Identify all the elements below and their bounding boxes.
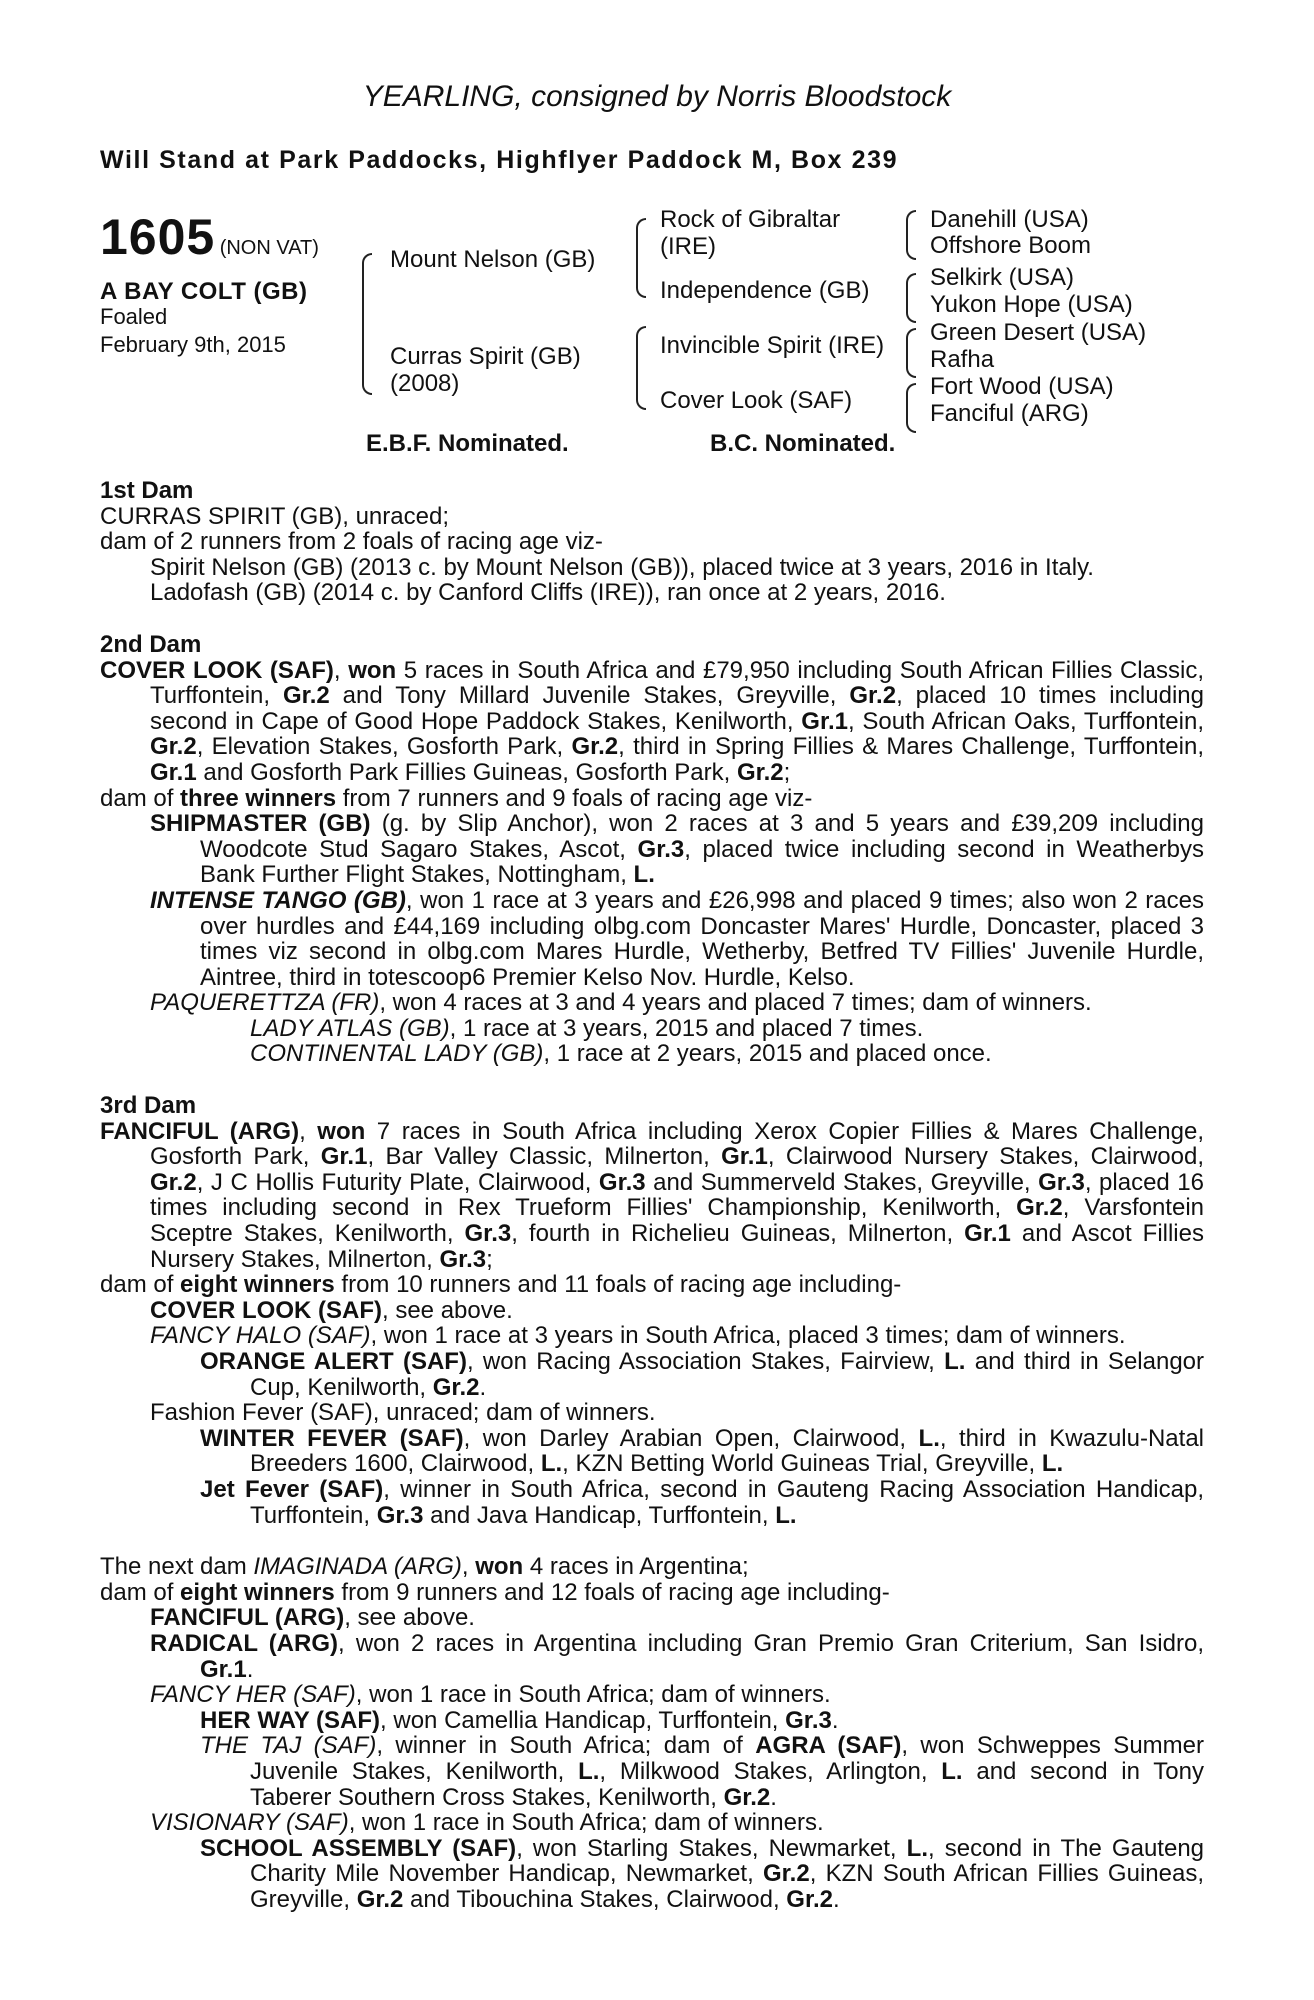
record-text: , placed 10 times including second in Cape of Good Hope Paddock Stakes, Kenilworth,: [150, 682, 1204, 735]
horse-name: FANCIFUL (ARG): [100, 1117, 300, 1145]
grade: Gr.2: [762, 1860, 810, 1888]
record-text: , won 4 races at 3 and 4 years and placed 7 times; dam of winners.: [379, 989, 1092, 1017]
ssd: Offshore Boom: [930, 232, 1091, 259]
winners-count: three winners: [180, 784, 337, 812]
record-text: and third in Selangor Cup, Kenilworth,: [250, 1348, 1205, 1401]
record-text: 7 races in South Africa including Xerox Copier Fillies & Mares Challenge, Gosforth Park,: [150, 1117, 1205, 1171]
grade: Gr.1: [721, 1143, 768, 1171]
intro-text: 4 races in Argentina;: [523, 1553, 749, 1581]
produce-entry: [200, 1477, 1204, 1528]
produce-entry: [250, 1016, 1204, 1042]
grade: Gr.1: [964, 1220, 1011, 1248]
grade: Gr.3: [439, 1245, 487, 1273]
won-label: won: [348, 656, 397, 684]
horse-name: PAQUERETTZA (FR): [150, 989, 380, 1017]
intro-text: ,: [461, 1553, 476, 1581]
grade: Gr.2: [1016, 1194, 1063, 1222]
record-text: , fourth in Richelieu Guineas, Milnerton,: [511, 1220, 965, 1248]
produce-entry: [150, 1605, 1204, 1631]
record-text: , third in Kwazulu-Natal Breeders 1600, Clairwood,: [250, 1424, 1204, 1478]
ddd: Fanciful (ARG): [930, 400, 1089, 427]
grade: Gr.3: [785, 1706, 832, 1734]
record-text: , won 1 race in South Africa; dam of winners.: [355, 1681, 831, 1709]
grade: Gr.2: [571, 733, 619, 761]
summary-text: dam of: [100, 1271, 181, 1299]
horse-name: COVER LOOK (SAF): [100, 656, 334, 684]
listed: L.: [633, 861, 655, 889]
record-text: and Summerveld Stakes, Greyville,: [645, 1168, 1039, 1196]
listed: L.: [775, 1501, 797, 1529]
grade: Gr.3: [1038, 1168, 1085, 1196]
horse-name: FANCIFUL (ARG): [150, 1604, 345, 1632]
grade: Gr.2: [786, 1885, 833, 1913]
sdd: Yukon Hope (USA): [930, 291, 1133, 318]
won-label: won: [475, 1553, 524, 1581]
horse-name: HER WAY (SAF): [200, 1706, 381, 1734]
listed: L.: [578, 1757, 600, 1785]
ebf-nomination: E.B.F. Nominated.: [366, 430, 569, 457]
bc-nomination: B.C. Nominated.: [710, 430, 896, 457]
horse-name: CONTINENTAL LADY (GB): [250, 1040, 544, 1068]
winners-count: eight winners: [180, 1578, 335, 1606]
second-dam-produce-summary: [100, 786, 1204, 812]
horse-name: RADICAL (ARG): [150, 1629, 339, 1657]
won-label: won: [317, 1117, 366, 1145]
record-text: , see above.: [382, 1296, 513, 1324]
next-dam-intro: [100, 1554, 1204, 1580]
second-dam-record: COVER LOOK (SAF), won 5 races in South Africa and £79,950 including South African Fillies Classic, Turffontein, Gr.2 and Tony Millard Juvenile Stakes, Greyville, Gr.2, placed 10 times including second in Cape of Good Hope Paddock Stakes, Kenilworth, Gr.1, South African Oaks, Turffontein, Gr.2, Elevation Stakes, Gosforth Park, Gr.2, third in Spring Fillies & Mares Challenge, Turffontein, Gr.1 and Gosforth Park Fillies Guineas, Gosforth Park, Gr.2;: [100, 656, 1205, 786]
third-dam-produce-summary: [100, 1272, 1204, 1298]
record-text: .: [770, 1783, 777, 1811]
grade: Gr.1: [801, 707, 848, 735]
record-text: ;: [486, 1245, 493, 1273]
dds: Fort Wood (USA): [930, 373, 1114, 400]
dam: Curras Spirit (GB): [390, 343, 581, 370]
horse-name: WINTER FEVER (SAF): [200, 1424, 464, 1452]
grade: Gr.2: [849, 682, 897, 710]
record-text: , winner in South Africa, second in Gauteng Racing Association Handicap, Turffontein,: [250, 1475, 1204, 1529]
produce-entry: [200, 1349, 1204, 1400]
sss: Danehill (USA): [930, 206, 1089, 233]
pedigree-bracket: [906, 383, 916, 433]
grade: Gr.3: [598, 1168, 646, 1196]
record-text: , won 2 races in Argentina including Gran Premio Gran Criterium, San Isidro,: [338, 1629, 1204, 1657]
grade: Gr.1: [200, 1655, 247, 1683]
grade: Gr.1: [150, 758, 197, 786]
sds: Selkirk (USA): [930, 264, 1075, 291]
horse-name: FANCY HER (SAF): [150, 1681, 356, 1709]
produce-entry: [150, 990, 1204, 1016]
intro-text: The next dam: [100, 1553, 254, 1581]
record-text: , won Racing Association Stakes, Fairview,: [466, 1348, 945, 1375]
grade: Gr.2: [150, 733, 197, 761]
record-text: .: [831, 1706, 839, 1734]
record-text: , won Starling Stakes, Newmarket,: [516, 1834, 907, 1862]
record-text: , KZN South African Fillies Guineas, Greyville,: [250, 1860, 1204, 1913]
second-dam-heading: 2nd Dam: [100, 630, 202, 658]
record-text: , KZN Betting World Guineas Trial, Greyville,: [562, 1450, 1042, 1478]
record-text: ;: [783, 758, 791, 786]
produce-entry: [150, 1682, 1204, 1708]
sire: Mount Nelson (GB): [390, 246, 596, 273]
lot-title: A BAY COLT (GB): [100, 278, 308, 305]
record-text: , Bar Valley Classic, Milnerton,: [367, 1143, 722, 1171]
listed: L.: [540, 1450, 563, 1478]
vat-status: (NON VAT): [219, 237, 319, 259]
produce-entry: [200, 1733, 1204, 1810]
summary-text: dam of: [100, 784, 181, 812]
record-text: , won Darley Arabian Open, Clairwood,: [463, 1424, 919, 1452]
horse-name: INTENSE TANGO (GB): [150, 886, 406, 914]
pedigree-bracket: [906, 273, 916, 323]
record-text: , won Camellia Handicap, Turffontein,: [380, 1706, 786, 1734]
pedigree-bracket: [636, 326, 646, 410]
produce-entry: [250, 1041, 1204, 1067]
grade: Gr.2: [356, 1885, 404, 1913]
pedigree-bracket: [636, 218, 646, 298]
summary-text: dam of: [100, 1578, 181, 1606]
record-text: 5 races in South Africa and £79,950 including South African Fillies Classic, Turffontein,: [150, 656, 1204, 710]
grade: Gr.3: [637, 835, 685, 863]
record-text: .: [479, 1373, 487, 1401]
record-text: and Tony Millard Juvenile Stakes, Greyville,: [329, 682, 850, 710]
record-text: , winner in South Africa; dam of: [376, 1732, 756, 1760]
listed: L.: [1041, 1450, 1064, 1478]
grade: Gr.2: [150, 1168, 197, 1196]
next-dam-produce-summary: [100, 1580, 1204, 1606]
summary-text: from 10 runners and 11 foals of racing age including-: [334, 1271, 902, 1299]
record-text: and Java Handicap, Turffontein,: [423, 1501, 776, 1529]
record-text: , Varsfontein Sceptre Stakes, Kenilworth,: [150, 1194, 1204, 1248]
record-text: , won 1 race in South Africa; dam of winners.: [348, 1809, 824, 1837]
record-text: , second in The Gauteng Charity Mile November Handicap, Newmarket,: [250, 1834, 1205, 1888]
third-dam-heading: 3rd Dam: [100, 1092, 197, 1120]
horse-name: FANCY HALO (SAF): [150, 1322, 371, 1350]
foaled-date: February 9th, 2015: [100, 332, 286, 357]
record-text: .: [832, 1885, 840, 1913]
produce-entry: [200, 1836, 1204, 1913]
grade: Gr.2: [283, 682, 330, 710]
produce-entry: [150, 1810, 1204, 1836]
record-text: , won Schweppes Summer Juvenile Stakes, Kenilworth,: [250, 1732, 1204, 1785]
record-text: and Tibouchina Stakes, Clairwood,: [403, 1885, 787, 1913]
grade: Gr.3: [376, 1501, 424, 1529]
pedigree-bracket: [362, 253, 372, 395]
summary-text: from 9 runners and 12 foals of racing age including-: [334, 1578, 890, 1606]
record-text: .: [246, 1655, 254, 1683]
offspring-entry: Ladofash (GB) (2014 c. by Canford Cliffs (IRE)), ran once at 2 years, 2016.: [150, 579, 946, 607]
horse-name: THE TAJ (SAF): [200, 1732, 377, 1760]
produce-entry: [200, 1426, 1204, 1477]
summary-text: from 7 runners and 9 foals of racing age viz-: [336, 784, 813, 812]
record-text: , won 1 race at 3 years and £26,998 and placed 9 times; also won 2 races over hurdles and £44,169 including olbg.com Doncaster Mares' Hurdle, Doncaster, placed 3 times viz second in olbg.com Mares Hurdle, Wetherby, Betfred TV Fillies' Juvenile Hurdle, Aintree, third in totescoop6 Premier Kelso Nov. Hurdle, Kelso.: [200, 886, 1204, 991]
horse-name: SCHOOL ASSEMBLY (SAF): [200, 1834, 517, 1862]
horse-name: LADY ATLAS (GB): [250, 1014, 450, 1042]
pedigree-notes: [100, 478, 1204, 1912]
dam-dam: Cover Look (SAF): [660, 387, 853, 414]
first-dam-name: CURRAS SPIRIT (GB), unraced;: [100, 502, 449, 530]
sire-dam: Independence (GB): [660, 277, 870, 304]
stand-location: Will Stand at Park Paddocks, Highflyer Paddock M, Box 239: [100, 146, 899, 174]
record-text: , South African Oaks, Turffontein,: [848, 707, 1205, 735]
grade: Gr.1: [320, 1143, 368, 1171]
record-text: , Milkwood Stakes, Arlington,: [599, 1757, 942, 1785]
horse-name: AGRA (SAF): [755, 1732, 902, 1760]
dss: Green Desert (USA): [930, 319, 1147, 346]
produce-entry: [150, 1631, 1204, 1682]
offspring-entry: Spirit Nelson (GB) (2013 c. by Mount Nelson (GB)), placed twice at 3 years, 2016 in Italy.: [150, 553, 1094, 581]
record-text: , Elevation Stakes, Gosforth Park,: [196, 733, 572, 761]
record-text: , 1 race at 2 years, 2015 and placed once.: [543, 1040, 992, 1068]
horse-name: Jet Fever (SAF): [200, 1475, 384, 1503]
listed: L.: [918, 1424, 940, 1452]
horse-name: IMAGINADA (ARG): [253, 1553, 462, 1581]
record-text: , won 1 race at 3 years in South Africa, placed 3 times; dam of winners.: [370, 1322, 1126, 1350]
listed: L.: [944, 1348, 966, 1375]
record-text: and Ascot Fillies Nursery Stakes, Milnerton,: [150, 1220, 1204, 1273]
horse-name: COVER LOOK (SAF): [150, 1296, 382, 1324]
record-text: , placed twice including second in Weatherbys Bank Further Flight Stakes, Nottingham,: [200, 835, 1205, 889]
record-text: , 1 race at 3 years, 2015 and placed 7 times.: [449, 1014, 924, 1042]
record-text: , third in Spring Fillies & Mares Challenge, Turffontein,: [618, 733, 1204, 761]
listed: L.: [941, 1757, 963, 1785]
horse-name: VISIONARY (SAF): [150, 1809, 349, 1837]
grade: Gr.2: [736, 758, 784, 786]
grade: Gr.3: [464, 1220, 512, 1248]
record-text: , J C Hollis Futurity Plate, Clairwood,: [196, 1168, 599, 1196]
listed: L.: [906, 1834, 928, 1862]
winners-count: eight winners: [180, 1271, 335, 1299]
produce-entry: [150, 1323, 1204, 1349]
record-text: , placed 16 times including second in Rex Trueform Fillies' Championship, Kenilworth,: [150, 1168, 1205, 1222]
grade: Gr.2: [432, 1373, 480, 1401]
third-dam-record: FANCIFUL (ARG), won 7 races in South Africa including Xerox Copier Fillies & Mares Challenge, Gosforth Park, Gr.1, Bar Valley Classic, Milnerton, Gr.1, Clairwood Nursery Stakes, Clairwood, Gr.2, J C Hollis Futurity Plate, Clairwood, Gr.3 and Summerveld Stakes, Greyville, Gr.3, placed 16 times including second in Rex Trueform Fillies' Championship, Kenilworth, Gr.2, Varsfontein Sceptre Stakes, Kenilworth, Gr.3, fourth in Richelieu Guineas, Milnerton, Gr.1 and Ascot Fillies Nursery Stakes, Milnerton, Gr.3;: [100, 1117, 1205, 1273]
lot-number: 1605: [100, 209, 216, 265]
dam-year: (2008): [390, 370, 460, 397]
record-text: and Gosforth Park Fillies Guineas, Gosforth Park,: [196, 758, 737, 786]
sire-sire-origin: (IRE): [660, 233, 716, 260]
dsd: Rafha: [930, 346, 995, 373]
grade: Gr.2: [723, 1783, 771, 1811]
produce-entry: [150, 1298, 1204, 1324]
lot-number-line: [100, 208, 319, 266]
produce-entry: [200, 1708, 1204, 1734]
horse-name: ORANGE ALERT (SAF): [200, 1348, 467, 1375]
consignment-line: YEARLING, consigned by Norris Bloodstock: [362, 80, 952, 113]
first-dam-heading: 1st Dam: [100, 477, 194, 504]
record-text: , see above.: [344, 1604, 475, 1632]
pedigree-bracket: [906, 328, 916, 378]
horse-name: SHIPMASTER (GB): [150, 810, 371, 838]
first-dam-produce-summary: dam of 2 runners from 2 foals of racing age viz-: [100, 528, 603, 556]
dam-sire: Invincible Spirit (IRE): [660, 332, 885, 359]
record-text: and second in Tony Taberer Southern Cross Stakes, Kenilworth,: [250, 1757, 1204, 1811]
record-text: , Clairwood Nursery Stakes, Clairwood,: [767, 1143, 1204, 1171]
sire-sire: Rock of Gibraltar: [660, 206, 841, 233]
record-text: (g. by Slip Anchor), won 2 races at 3 and 5 years and £39,209 including Woodcote Stud Sagaro Stakes, Ascot,: [200, 810, 1204, 863]
produce-entry: [150, 888, 1204, 990]
produce-entry: [150, 811, 1204, 888]
pedigree-bracket: [906, 210, 916, 260]
foaled-label: Foaled: [100, 304, 168, 329]
produce-entry: Fashion Fever (SAF), unraced; dam of winners.: [150, 1399, 656, 1427]
